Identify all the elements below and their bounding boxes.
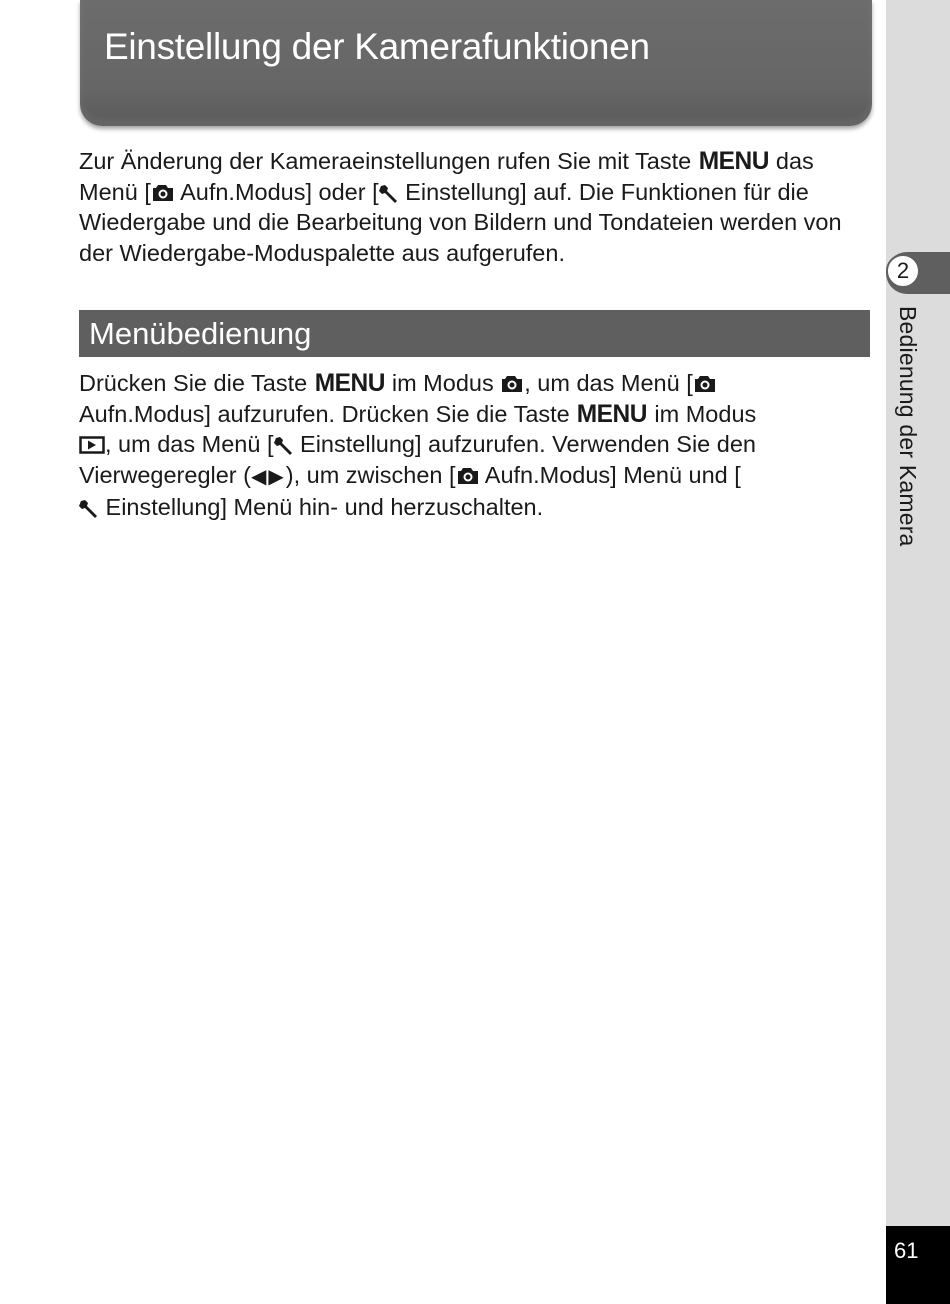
intro-text-4: Einstellung] auf. Die Funktionen für die Wiedergabe und die Bearbeitung von Bildern und Tondateien werden von der Wiedergabe-Moduspalette aus aufgerufen. bbox=[79, 178, 842, 266]
camera-icon bbox=[500, 374, 524, 394]
page-title: Einstellung der Kamerafunktionen bbox=[104, 26, 650, 67]
intro-text-1: Zur Änderung der Kameraeinstellungen rufen Sie mit Taste bbox=[79, 148, 698, 174]
section-text-10: Einstellung] Menü hin- und herzuschalten. bbox=[99, 494, 544, 521]
wrench-icon bbox=[274, 435, 294, 455]
section-text-7: Einstellung] aufzurufen. Verwenden Sie den Vierwegeregler ( bbox=[79, 431, 756, 488]
section-text-1: Drücken Sie die Taste bbox=[79, 370, 314, 396]
menu-key-label: MENU bbox=[576, 399, 648, 428]
playback-icon bbox=[79, 435, 105, 455]
section-text-2: im Modus bbox=[385, 370, 501, 396]
chapter-sidebar bbox=[886, 0, 950, 1304]
section-paragraph bbox=[79, 368, 759, 523]
chapter-number: 2 bbox=[886, 254, 920, 288]
wrench-icon bbox=[79, 498, 99, 518]
section-text-3: , um das Menü [ bbox=[524, 370, 693, 396]
four-way-arrows-icon: ◀▶ bbox=[250, 465, 286, 488]
page-number-box bbox=[886, 1226, 950, 1304]
menu-key-label: MENU bbox=[314, 369, 385, 397]
section-text-9: Aufn.Modus] Menü und [ bbox=[479, 461, 741, 488]
section-text-6: , um das Menü [ bbox=[105, 431, 274, 458]
camera-icon bbox=[151, 183, 175, 203]
intro-text-3: Aufn.Modus] oder [ bbox=[174, 178, 379, 205]
section-text-5: im Modus bbox=[647, 400, 757, 427]
intro-text-2: das Menü [ bbox=[79, 148, 814, 205]
wrench-icon bbox=[379, 183, 399, 203]
camera-icon bbox=[456, 466, 480, 486]
section-text-4: Aufn.Modus] aufzurufen. Drücken Sie die Taste bbox=[79, 400, 577, 427]
section-heading: Menübedienung bbox=[89, 316, 312, 351]
page-number: 61 bbox=[894, 1238, 919, 1263]
section-text-8: ), um zwischen [ bbox=[285, 461, 456, 488]
section-header bbox=[79, 310, 870, 357]
title-banner bbox=[80, 0, 872, 126]
intro-paragraph bbox=[79, 146, 879, 268]
chapter-label: Bedienung der Kamera bbox=[895, 306, 921, 547]
menu-key-label: MENU bbox=[698, 147, 769, 175]
camera-icon bbox=[693, 374, 717, 394]
